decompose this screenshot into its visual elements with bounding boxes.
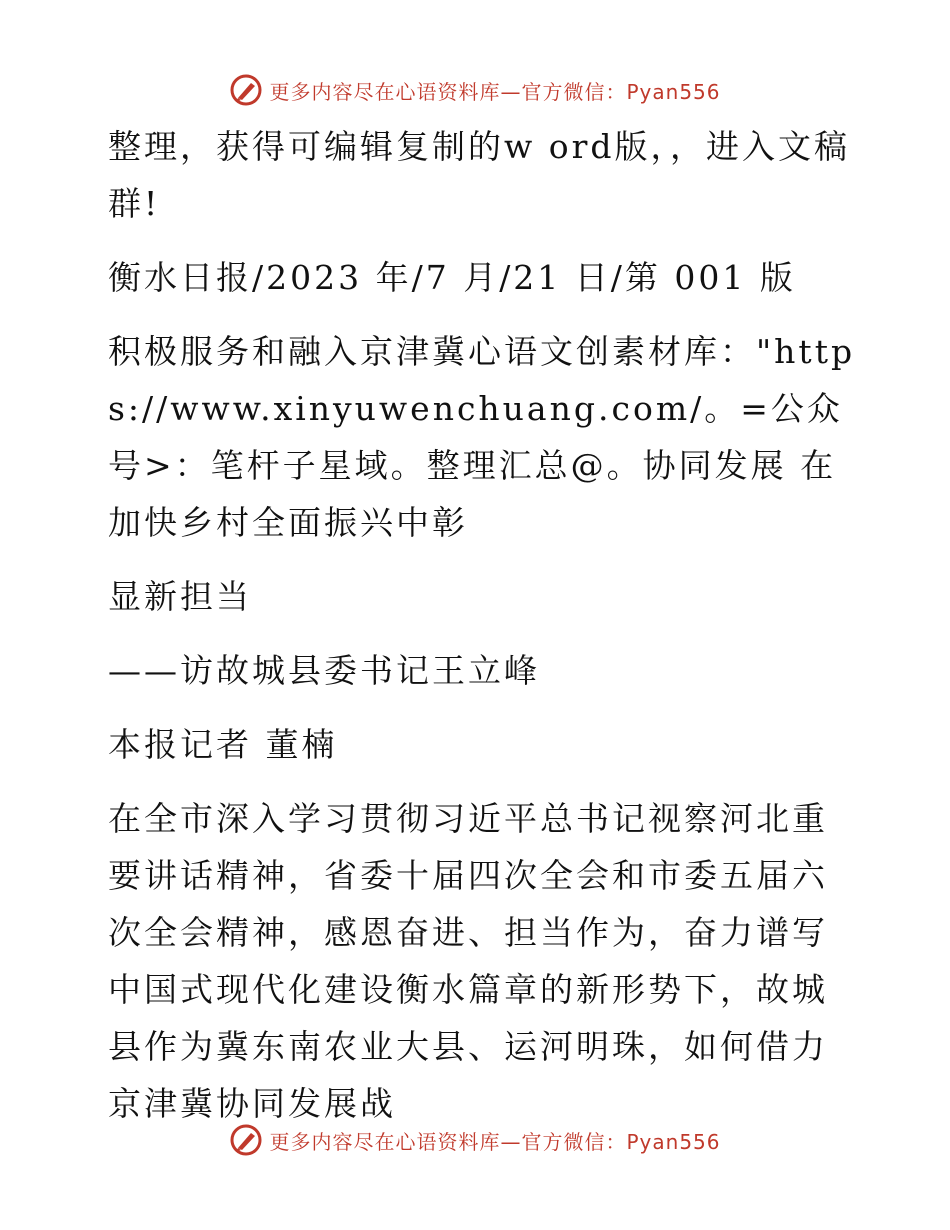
intro-paragraph: 整理，获得可编辑复制的w ord版，，进入文稿群!	[108, 127, 851, 223]
watermark-wechat-label: 官方微信：	[521, 79, 627, 104]
article-body	[98, 118, 858, 1149]
source-line: 衡水日报/2023 年/7 月/21 日/第 001 版	[108, 258, 796, 297]
watermark-text	[269, 1126, 720, 1155]
body-paragraph: 在全市深入学习贯彻习近平总书记视察河北重要讲话精神，省委十届四次全会和市委五届六次全会精神，感恩奋进、担当作为，奋力谱写中国式现代化建设衡水篇章的新形势下，故城县作为冀东南农业大县、运河明珠，如何借力京津冀协同发展战	[108, 799, 828, 1123]
headline-part-1: 积极服务和融入京津冀心语文创素材库："https://www.xinyuwenchuang.com/。=公众号>：笔杆子星域。整理汇总@。协同发展 在加快乡村全面振兴中彰	[108, 332, 856, 542]
watermark-main: 更多内容尽在心语资料库	[269, 79, 501, 104]
watermark-main: 更多内容尽在心语资料库	[269, 1129, 501, 1154]
watermark-wechat-label: 官方微信：	[521, 1129, 627, 1154]
pen-logo-icon	[229, 73, 263, 107]
header-watermark	[0, 70, 950, 110]
subtitle: ——访故城县委书记王立峰	[108, 651, 540, 690]
watermark-text	[269, 76, 720, 105]
byline: 本报记者 董楠	[108, 725, 338, 764]
footer-watermark	[0, 1120, 950, 1160]
pen-logo-icon	[229, 1123, 263, 1157]
watermark-wechat-id: Pyan556	[626, 79, 721, 104]
watermark-separator: —	[500, 79, 522, 104]
headline-part-2: 显新担当	[108, 577, 252, 616]
watermark-wechat-id: Pyan556	[626, 1129, 721, 1154]
watermark-separator: —	[500, 1129, 522, 1154]
